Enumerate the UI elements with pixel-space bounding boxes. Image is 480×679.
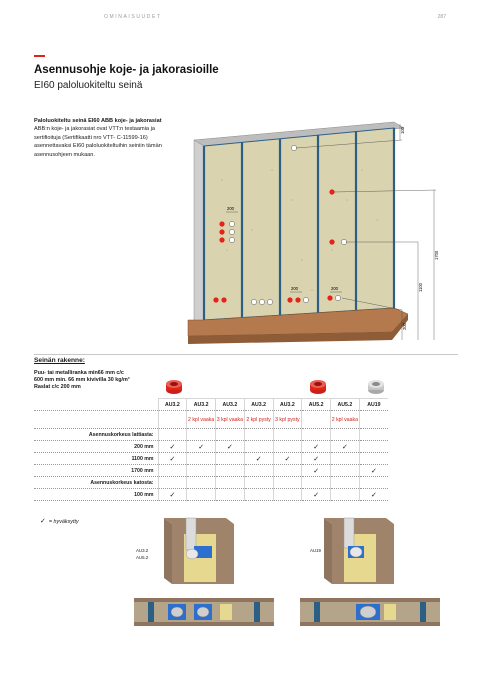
- check-mark: [244, 489, 273, 501]
- check-mark: ✓: [302, 453, 331, 465]
- check-mark: [244, 441, 273, 453]
- column-note: 2 kpl pysty: [244, 411, 273, 429]
- row-label: 1100 mm: [34, 453, 158, 465]
- table-row: [34, 453, 388, 465]
- row-label: 100 mm: [34, 489, 158, 501]
- column-header: AU5.2: [302, 399, 331, 411]
- check-mark: [216, 465, 245, 477]
- check-mark: ✓: [302, 465, 331, 477]
- check-mark: ✓: [244, 453, 273, 465]
- table-row: [34, 489, 388, 501]
- check-mark: ✓: [302, 489, 331, 501]
- check-mark: ✓: [216, 441, 245, 453]
- installation-detail-right: [300, 510, 440, 640]
- column-header: AU19: [359, 399, 388, 411]
- au19-box-icon: [366, 378, 386, 396]
- table-row: [34, 465, 388, 477]
- check-mark: [331, 489, 360, 501]
- structure-title: Seinän rakenne:: [34, 357, 85, 364]
- check-mark: ✓: [359, 489, 388, 501]
- structure-line: Raslat c/c 200 mm: [34, 384, 81, 391]
- check-mark: ✓: [359, 465, 388, 477]
- structure-line: 600 mm min. 66 mm kivivilla 30 kg/m³: [34, 377, 130, 384]
- column-header: AU3.2: [216, 399, 245, 411]
- check-mark: [273, 441, 302, 453]
- row-label: Asennuskorkeus lattiasta:: [34, 429, 158, 441]
- intro-heading: Paloluokiteltu seinä EI60 ABB koje- ja jakorasiat: [34, 118, 162, 124]
- dim-label-200-left: 200: [227, 206, 234, 211]
- compatibility-table: [34, 398, 388, 501]
- check-mark: [187, 465, 216, 477]
- check-mark: ✓: [302, 441, 331, 453]
- installation-detail-left: [134, 510, 274, 640]
- legend: [40, 517, 79, 525]
- check-mark: [158, 465, 187, 477]
- section-divider: [34, 354, 458, 355]
- intro-text: [34, 117, 172, 159]
- structure-description: [34, 370, 160, 392]
- au5-box-icon: [308, 378, 328, 396]
- check-mark: ✓: [331, 441, 360, 453]
- figure-label: AU5.2: [136, 555, 149, 560]
- row-label: 1700 mm: [34, 465, 158, 477]
- wall-section-icon: [134, 510, 274, 640]
- check-mark: ✓: [158, 489, 187, 501]
- check-mark: ✓: [158, 453, 187, 465]
- check-mark: [187, 453, 216, 465]
- table-row: [34, 477, 388, 489]
- wall-installation-figure: [182, 110, 444, 358]
- check-mark: ✓: [273, 453, 302, 465]
- check-mark: [331, 465, 360, 477]
- column-note: [302, 411, 331, 429]
- legend-text: = hyväksytty: [48, 519, 79, 525]
- check-mark: [187, 489, 216, 501]
- header-section: OMINAISUUDET: [104, 14, 162, 20]
- dim-label-200-right: 200: [331, 286, 338, 291]
- page-subtitle: EI60 paloluokiteltu seinä: [34, 80, 143, 91]
- column-note: 3 kpl pysty: [273, 411, 302, 429]
- dim-label-200-mid: 200: [291, 286, 298, 291]
- dim-label-200-floor: 200: [402, 323, 407, 330]
- table-row: [34, 429, 388, 441]
- column-header: AU3.2: [158, 399, 187, 411]
- check-mark: [359, 453, 388, 465]
- column-note: [359, 411, 388, 429]
- row-label: 200 mm: [34, 441, 158, 453]
- accent-dash: [34, 55, 45, 57]
- row-label: Asennuskorkeus katosta:: [34, 477, 158, 489]
- intro-body: ABB:n koje- ja jakorasiat ovat VTT:n testaamia ja sertifioituja (Sertifikaatti nro VTT- C-11599-16) asennettavaksi EI60 paloluokiteltuihin seiniin tämän asennusohjeen mukaan.: [34, 126, 162, 158]
- check-mark: [359, 441, 388, 453]
- figure-label: AU3.2: [136, 548, 149, 553]
- page-title: Asennusohje koje- ja jakorasioille: [34, 64, 219, 76]
- table-row: [34, 441, 388, 453]
- table-notes-row: [34, 411, 388, 429]
- dim-label-100: 100: [400, 127, 405, 134]
- check-mark: [273, 489, 302, 501]
- column-note: 3 kpl vaaka: [216, 411, 245, 429]
- check-mark: [244, 465, 273, 477]
- check-icon: ✓: [40, 518, 46, 525]
- column-header: AU5.2: [331, 399, 360, 411]
- page-header: [104, 14, 446, 24]
- table-header-row: [34, 399, 388, 411]
- check-mark: ✓: [187, 441, 216, 453]
- page-number: 287: [437, 14, 446, 20]
- figure-label: AU19: [310, 548, 321, 553]
- column-header: AU3.2: [244, 399, 273, 411]
- column-header: AU3.2: [187, 399, 216, 411]
- check-mark: ✓: [158, 441, 187, 453]
- dim-label-1700: 1700: [434, 250, 439, 260]
- column-header: AU3.2: [273, 399, 302, 411]
- au3-box-icon: [164, 378, 184, 396]
- column-note: 2 kpl vaaka: [187, 411, 216, 429]
- check-mark: [216, 453, 245, 465]
- wall-section-icon: [300, 510, 440, 640]
- structure-line: Puu- tai metalliranka min66 mm c/c: [34, 370, 124, 376]
- check-mark: [216, 489, 245, 501]
- check-mark: [273, 465, 302, 477]
- dim-label-1100: 1100: [418, 282, 423, 292]
- column-note: [158, 411, 187, 429]
- check-mark: [331, 453, 360, 465]
- column-note: 2 kpl vaaka: [331, 411, 360, 429]
